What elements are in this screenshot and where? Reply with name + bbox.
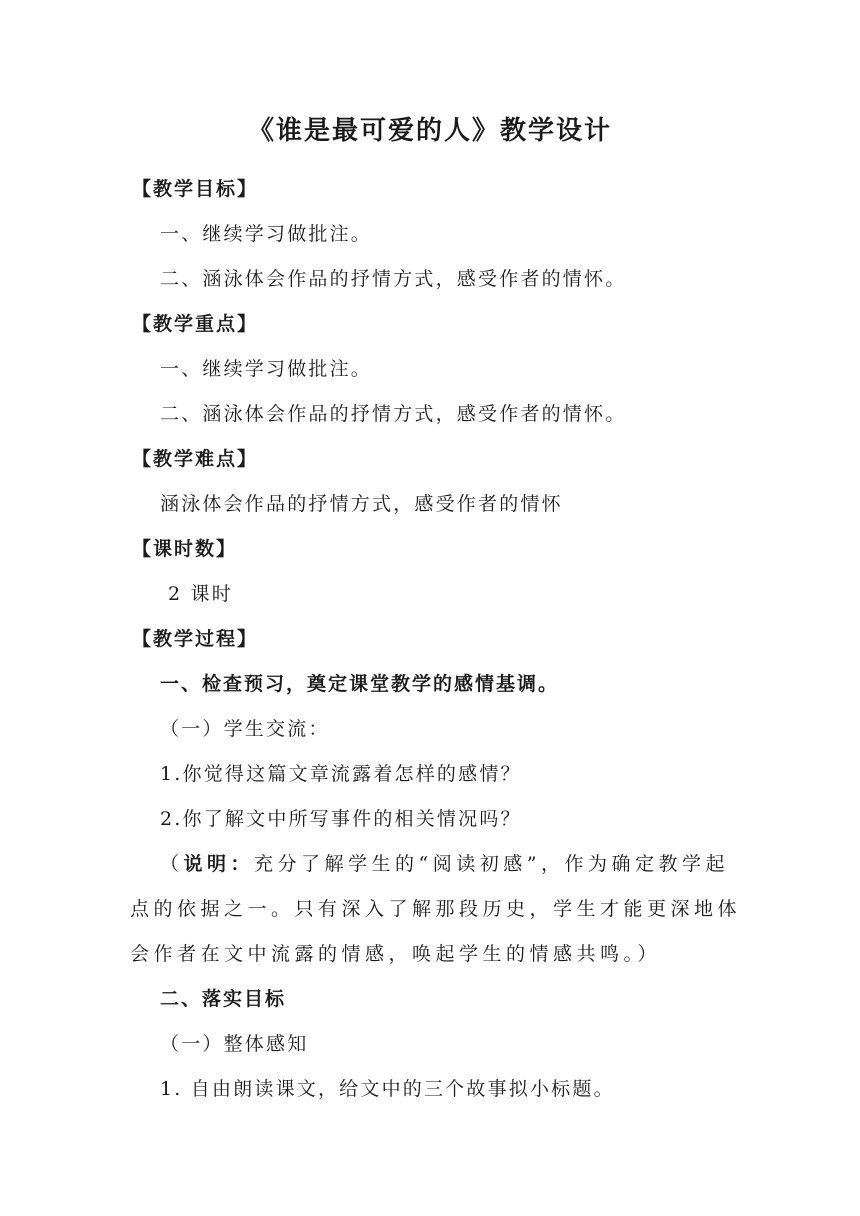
key-point-item-2: 二、涵泳体会作品的抒情方式，感受作者的情怀。 [160,403,627,425]
step1-sub1: （一）学生交流： [160,718,330,740]
step1-question-2: 2.你了解文中所写事件的相关情况吗？ [160,808,522,830]
note-open-paren: （ [160,853,184,875]
difficulties-text: 涵泳体会作品的抒情方式，感受作者的情怀 [160,493,563,515]
objective-item-2: 二、涵泳体会作品的抒情方式，感受作者的情怀。 [160,268,627,290]
document-title: 《谁是最可爱的人》教学设计 [247,116,612,146]
step2-question-1: 1. 自由朗读课文，给文中的三个故事拟小标题。 [160,1078,615,1100]
key-point-item-1: 一、继续学习做批注。 [160,358,373,380]
objectives-heading: 【教学目标】 [132,178,259,200]
step1-title: 一、检查预习，奠定课堂教学的感情基调。 [160,673,560,695]
hours-heading: 【课时数】 [132,538,238,560]
note-line-2: 点的依据之一。只有深入了解那段历史，学生才能更深地体 [130,898,742,920]
step1-question-1: 1.你觉得这篇文章流露着怎样的感情？ [160,763,522,785]
note-text-1: 充分了解学生的“阅读初感”，作为确定教学起 [254,853,729,875]
note-label: 说明： [183,853,255,875]
objective-item-1: 一、继续学习做批注。 [160,223,373,245]
process-heading: 【教学过程】 [132,628,259,650]
hours-text: 2 课时 [168,583,233,605]
step2-sub1: （一）整体感知 [160,1033,309,1055]
note-line-3: 会作者在文中流露的情感，唤起学生的情感共鸣。） [130,943,662,965]
note-line-1 [160,851,729,877]
difficulties-heading: 【教学难点】 [132,448,259,470]
step2-title: 二、落实目标 [160,988,287,1010]
key-points-heading: 【教学重点】 [132,313,259,335]
